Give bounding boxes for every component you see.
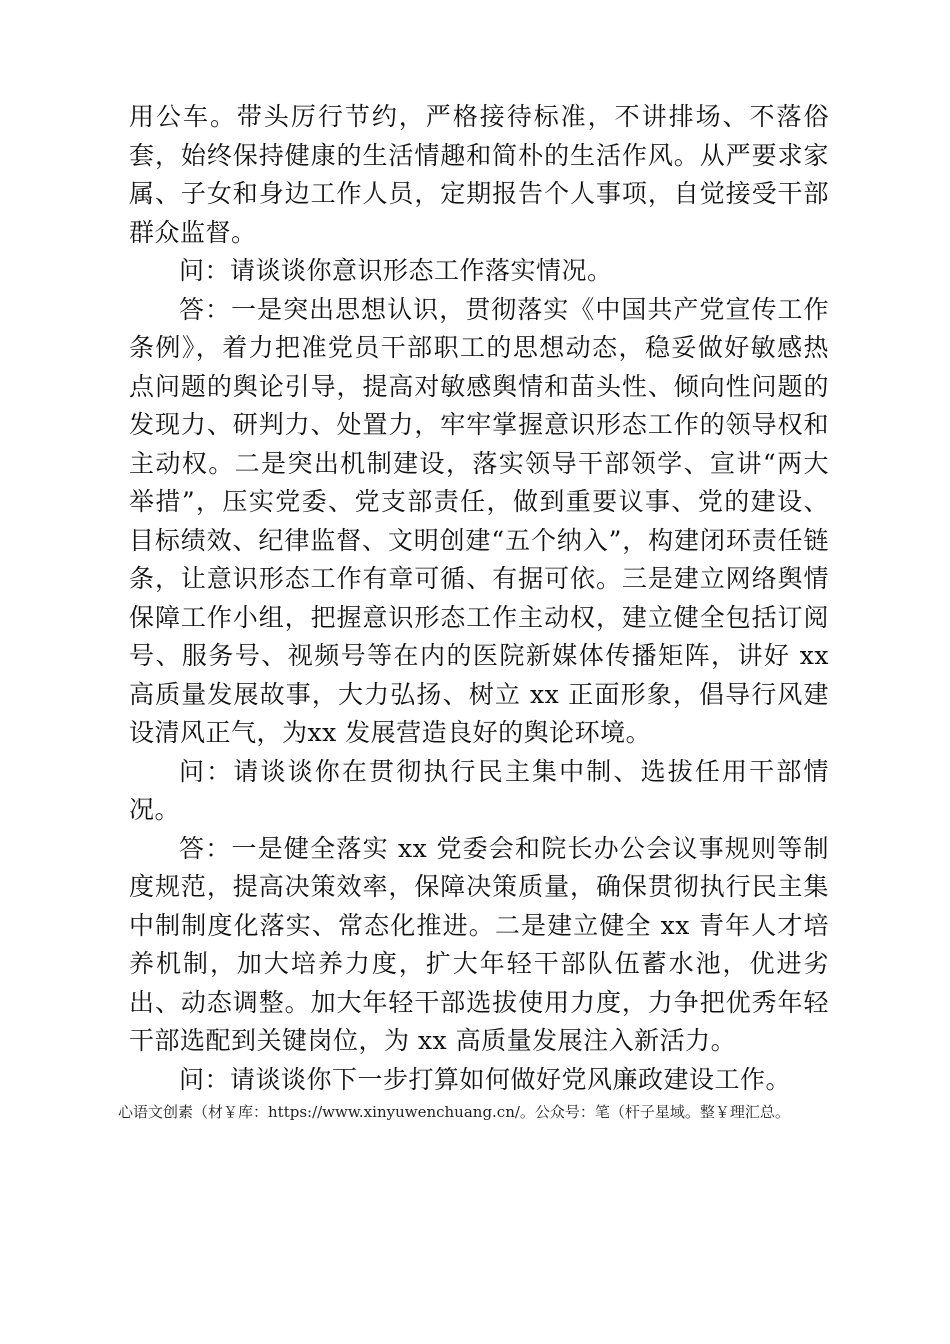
question-integrity-plan: 问：请谈谈你下一步打算如何做好党风廉政建设工作。 [179,1064,792,1094]
answer-ideology: 答：一是突出思想认识，贯彻落实《中国共产党宣传工作条例》，着力把准党员干部职工的思想动态，稳妥做好敏感热点问题的舆论引导，提高对敏感舆情和苗头性、倾向性问题的发现力、研判力、处置力，牢牢掌握意识形态工作的领导权和主动权。二是突出机制建设，落实领导干部领学、宣讲“两大举措”，压实党委、党支部责任，做到重要议事、党的建设、目标绩效、纪律监督、文明创建“五个纳入”，构建闭环责任链条，让意识形态工作有章可循、有据可依。三是建立网络舆情保障工作小组，把握意识形态工作主动权，建立健全包括订阅号、服务号、视频号等在内的医院新媒体传播矩阵，讲好 xx 高质量发展故事，大力弘扬、树立 xx 正面形象，倡导行风建设清风正气，为xx 发展营造良好的舆论环境。 [129,294,829,747]
question-ideology: 问：请谈谈你意识形态工作落实情况。 [179,256,613,285]
answer-democratic-centralism: 答：一是健全落实 xx 党委会和院长办公会议事规则等制度规范，提高决策效率，保障决策质量，确保贯彻执行民主集中制制度化落实、常态化推进。二是建立健全 xx 青年人才培养机制，加大培养力度，扩大年轻干部队伍蓄水池，优进劣出、动态调整。加大年轻干部选拔使用力度，力争把优秀年轻干部选配到关键岗位，为 xx 高质量发展注入新活力。 [129,833,829,1055]
source-footer-note: 心语文创素（材￥库：https://www.xinyuwenchuang.cn/。公众号：笔（杆子星域。整￥理汇总。 [118,1103,790,1121]
question-democratic-centralism: 问：请谈谈你在贯彻执行民主集中制、选拔任用干部情况。 [129,756,829,824]
document-body [129,98,829,1099]
paragraph-continuation: 用公车。带头厉行节约，严格接待标准，不讲排场、不落俗套，始终保持健康的生活情趣和简朴的生活作风。从严要求家属、子女和身边工作人员，定期报告个人事项，自觉接受干部群众监督。 [129,102,829,247]
